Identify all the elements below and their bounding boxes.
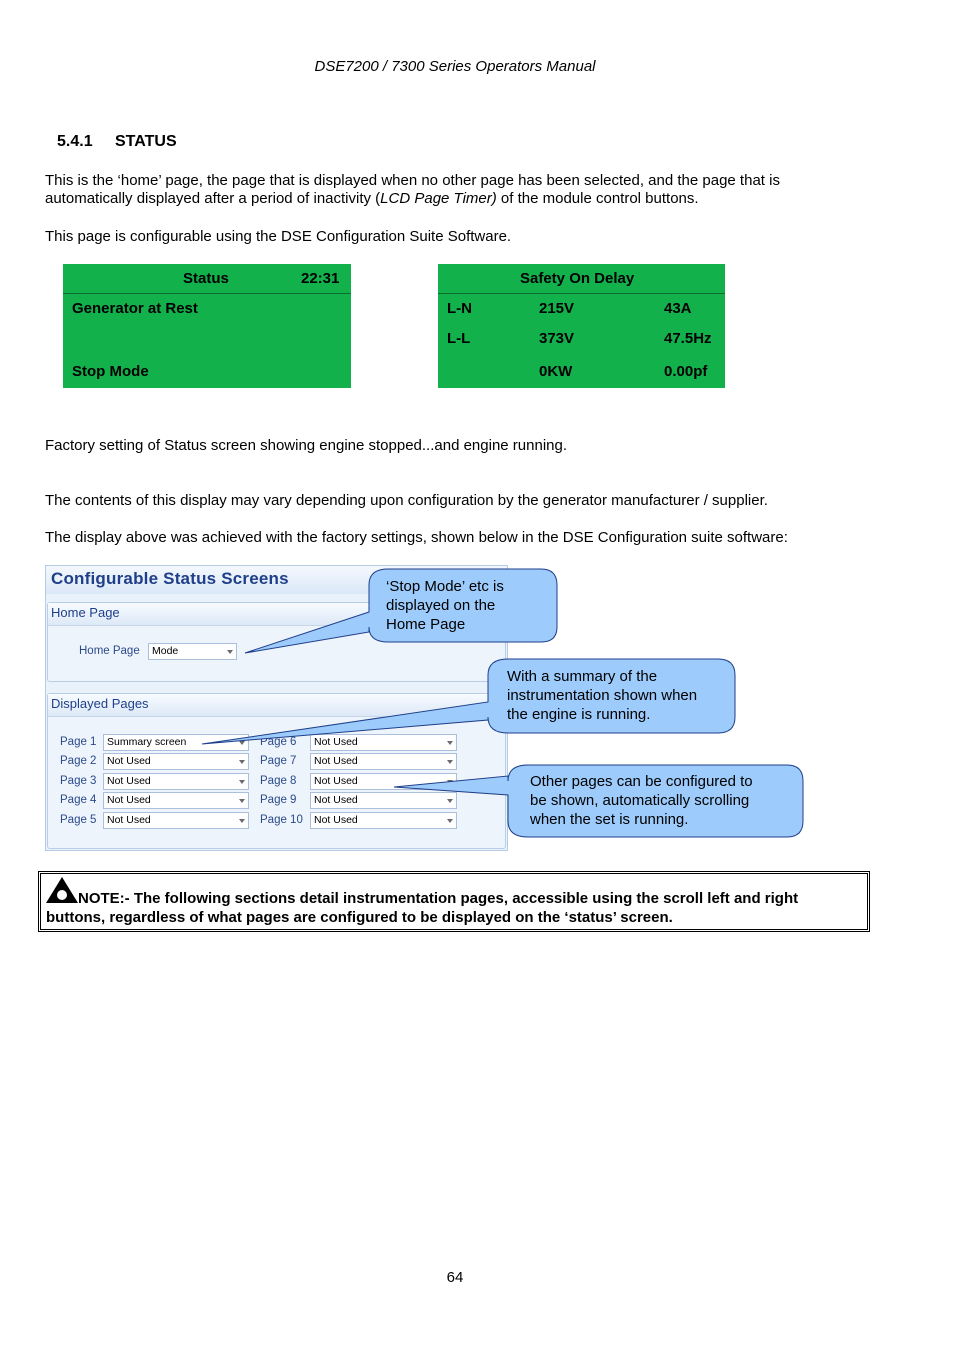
lcd-row-label: L-L — [447, 330, 471, 347]
page-select[interactable]: Summary screen — [103, 734, 249, 751]
page-label: Page 9 — [260, 794, 297, 806]
page-label: Page 10 — [260, 814, 303, 826]
page-label: Page 7 — [260, 755, 297, 767]
page-label: Page 1 — [60, 736, 97, 748]
contents-paragraph: The contents of this display may vary depending upon configuration by the generator manufacturer / supplier. — [45, 492, 768, 509]
page-label: Page 8 — [260, 775, 297, 787]
display-above-paragraph: The display above was achieved with the factory settings, shown below in the DSE Configuration suite software: — [45, 529, 788, 546]
home-page-label: Home Page — [79, 645, 140, 657]
lcd-status-screen-stopped — [63, 264, 351, 388]
displayed-pages-group-label: Displayed Pages — [51, 696, 149, 711]
page-select[interactable]: Not Used — [310, 753, 457, 770]
home-page-select[interactable]: Mode — [148, 643, 237, 660]
lcd-status-screen-running — [438, 264, 725, 388]
callout-text-summary: With a summary of the instrumentation shown when the engine is running. — [507, 668, 698, 723]
lcd-line-1: Generator at Rest — [72, 300, 198, 317]
home-page-group-label: Home Page — [51, 605, 120, 620]
section-title: STATUS — [115, 133, 177, 150]
page-label: Page 4 — [60, 794, 97, 806]
section-number: 5.4.1 — [57, 133, 93, 150]
configurable-paragraph: This page is configurable using the DSE Configuration Suite Software. — [45, 228, 512, 245]
intro-line-2: automatically displayed after a period of inactivity (LCD Page Timer) of the module control buttons. — [45, 190, 699, 207]
intro-line-1: This is the ‘home’ page, the page that is displayed when no other page has been selected, and the page that is — [45, 172, 780, 189]
lcd-row-value-1: 373V — [539, 330, 575, 347]
page-number: 64 — [446, 1269, 464, 1286]
lcd-row-value-2: 0.00pf — [664, 363, 708, 380]
page-label: Page 6 — [260, 736, 297, 748]
page-select[interactable]: Not Used — [103, 773, 249, 790]
page-label: Page 2 — [60, 755, 97, 767]
lcd-row-value-2: 47.5Hz — [664, 330, 712, 347]
lcd-row-label: L-N — [447, 300, 472, 317]
page-select[interactable]: Not Used — [103, 792, 249, 809]
section-heading — [57, 133, 177, 151]
page-label: Page 5 — [60, 814, 97, 826]
lcd-row-value-2: 43A — [664, 300, 692, 317]
page-select[interactable]: Not Used — [103, 812, 249, 829]
intro-paragraph — [45, 172, 865, 208]
lcd-title: Status — [183, 270, 229, 287]
page-select[interactable]: Not Used — [310, 812, 457, 829]
document-header: DSE7200 / 7300 Series Operators Manual — [314, 58, 596, 75]
lcd-line-3: Stop Mode — [72, 363, 149, 380]
page-label: Page 3 — [60, 775, 97, 787]
note-line-2: buttons, regardless of what pages are configured to be displayed on the ‘status’ screen. — [46, 909, 673, 926]
lcd-row-value-1: 215V — [539, 300, 575, 317]
page-select[interactable]: Not Used — [310, 792, 457, 809]
callout-text-home-page: ‘Stop Mode’ etc is displayed on the Home Page — [386, 578, 504, 633]
note-text — [46, 889, 868, 927]
lcd-title: Safety On Delay — [520, 270, 635, 287]
lcd-caption: Factory setting of Status screen showing engine stopped...and engine running. — [45, 437, 568, 454]
page-select[interactable]: Not Used — [310, 734, 457, 751]
lcd-page-timer-term: LCD Page Timer) — [380, 190, 497, 207]
callout-text-other-pages: Other pages can be configured to be shown, automatically scrolling when the set is running. — [530, 773, 753, 828]
lcd-time: 22:31 — [301, 270, 340, 287]
page-select[interactable]: Not Used — [103, 753, 249, 770]
note-line-1: NOTE:- The following sections detail instrumentation pages, accessible using the scroll left and right — [78, 890, 799, 907]
lcd-row-value-1: 0KW — [539, 363, 573, 380]
panel-title: Configurable Status Screens — [51, 569, 289, 588]
page-select[interactable]: Not Used — [310, 773, 457, 790]
